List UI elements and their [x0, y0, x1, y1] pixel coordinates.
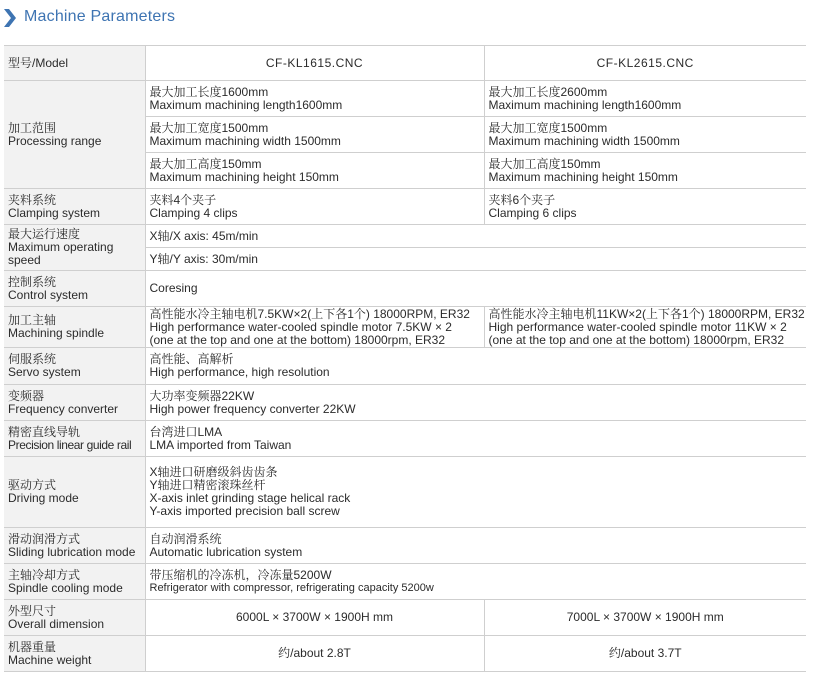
- driving-value: X轴进口研磨级斜齿齿条 Y轴进口精密滚珠丝杆 X-axis inlet grinding stage helical rack Y-axis imported precision ball screw: [145, 457, 806, 528]
- converter-label: 变频器 Frequency converter: [4, 385, 145, 421]
- table-row-converter: [4, 385, 806, 421]
- table-row-control: [4, 271, 806, 307]
- table-row-header: [4, 46, 806, 81]
- spindle-1: 高性能水冷主轴电机7.5KW×2(上下各1个) 18000RPM, ER32 High performance water-cooled spindle motor 7.5KW × 2 (one at the top and one at the bottom) 18000rpm, ER32: [145, 307, 484, 348]
- table-row-lubrication: [4, 528, 806, 564]
- table-row-dimension: [4, 600, 806, 636]
- dimension-1: 6000L × 3700W × 1900H mm: [145, 600, 484, 636]
- processing-width-2: 最大加工宽度1500mm Maximum machining width 1500mm: [484, 117, 806, 153]
- converter-value: 大功率变频器22KW High power frequency converter 22KW: [145, 385, 806, 421]
- table-row-guide-rail: [4, 421, 806, 457]
- cooling-label: 主轴冷却方式 Spindle cooling mode: [4, 564, 145, 600]
- table-row-driving: [4, 457, 806, 528]
- table-row-cooling: [4, 564, 806, 600]
- chevron-right-icon: [4, 9, 16, 27]
- table-row-speed-x: [4, 225, 806, 248]
- guide-rail-value: 台湾进口LMA LMA imported from Taiwan: [145, 421, 806, 457]
- clamping-2: 夹料6个夹子 Clamping 6 clips: [484, 189, 806, 225]
- processing-length-1: 最大加工长度1600mm Maximum machining length1600mm: [145, 81, 484, 117]
- table-row-servo: [4, 348, 806, 385]
- dimension-label: 外型尺寸 Overall dimension: [4, 600, 145, 636]
- table-row-weight: [4, 636, 806, 672]
- model-1: CF-KL1615.CNC: [145, 46, 484, 81]
- model-label: 型号/Model: [4, 46, 145, 81]
- control-label: 控制系统 Control system: [4, 271, 145, 307]
- speed-y: Y轴/Y axis: 30m/min: [145, 248, 806, 271]
- servo-value: 高性能、高解析 High performance, high resolution: [145, 348, 806, 385]
- table-row-spindle: [4, 307, 806, 348]
- processing-height-1: 最大加工高度150mm Maximum machining height 150mm: [145, 153, 484, 189]
- page-title: Machine Parameters: [24, 8, 176, 25]
- lubrication-value: 自动润滑系统 Automatic lubrication system: [145, 528, 806, 564]
- lubrication-label: 滑动润滑方式 Sliding lubrication mode: [4, 528, 145, 564]
- cooling-value: 带压缩机的冷冻机，冷冻量5200W Refrigerator with compressor, refrigerating capacity 5200w: [145, 564, 806, 600]
- spec-table: [4, 45, 806, 672]
- processing-height-2: 最大加工高度150mm Maximum machining height 150mm: [484, 153, 806, 189]
- processing-range-label: 加工范围 Processing range: [4, 81, 145, 189]
- guide-rail-label: 精密直线导轨 Precision linear guide rail: [4, 421, 145, 457]
- table-row-clamping: [4, 189, 806, 225]
- driving-label: 驱动方式 Driving mode: [4, 457, 145, 528]
- clamping-label: 夹料系统 Clamping system: [4, 189, 145, 225]
- weight-label: 机器重量 Machine weight: [4, 636, 145, 672]
- control-value: Coresing: [145, 271, 806, 307]
- weight-2: 约/about 3.7T: [484, 636, 806, 672]
- page-header: [0, 0, 815, 42]
- servo-label: 伺服系统 Servo system: [4, 348, 145, 385]
- speed-label: 最大运行速度 Maximum operating speed: [4, 225, 145, 271]
- table-row-processing-length: [4, 81, 806, 117]
- processing-length-2: 最大加工长度2600mm Maximum machining length1600mm: [484, 81, 806, 117]
- processing-width-1: 最大加工宽度1500mm Maximum machining width 1500mm: [145, 117, 484, 153]
- dimension-2: 7000L × 3700W × 1900H mm: [484, 600, 806, 636]
- model-2: CF-KL2615.CNC: [484, 46, 806, 81]
- spindle-label: 加工主轴 Machining spindle: [4, 307, 145, 348]
- spindle-2: 高性能水冷主轴电机11KW×2(上下各1个) 18000RPM, ER32 High performance water-cooled spindle motor 11KW × 2 (one at the top and one at the bottom) 18000rpm, ER32: [484, 307, 806, 348]
- weight-1: 约/about 2.8T: [145, 636, 484, 672]
- clamping-1: 夹料4个夹子 Clamping 4 clips: [145, 189, 484, 225]
- speed-x: X轴/X axis: 45m/min: [145, 225, 806, 248]
